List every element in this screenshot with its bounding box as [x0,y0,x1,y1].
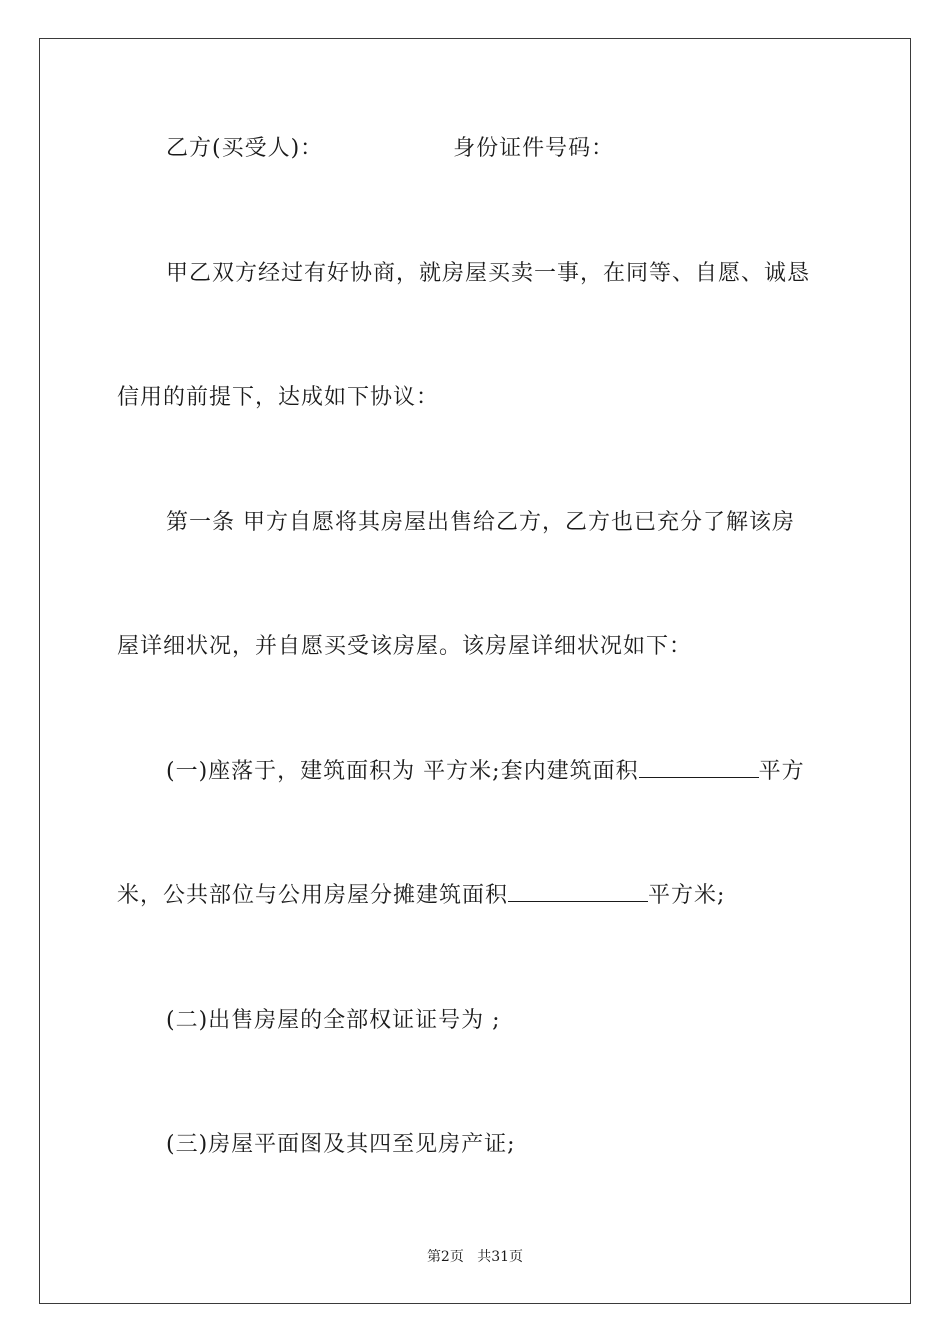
item-one-line-1 [166,757,805,787]
page-number: 第2页 [426,1249,464,1265]
shared-area-text: 米，公共部位与公用房屋分摊建筑面积 [117,883,509,908]
id-number-label: 身份证件号码： [453,136,615,161]
item-one-text: (一)座落于，建筑面积为 平方米;套内建筑面积 [166,759,639,784]
paragraph-intro-line-2: 信用的前提下，达成如下协议： [117,385,440,410]
page-frame [39,38,911,1304]
item-one-unit: 平方 [758,759,805,784]
article-one-line-2: 屋详细状况，并自愿买受该房屋。该房屋详细状况如下： [117,634,693,659]
item-two-line: (二)出售房屋的全部权证证号为 ; [166,1008,501,1033]
shared-area-blank [508,881,648,902]
total-pages: 共31页 [477,1249,524,1265]
item-three-line: (三)房屋平面图及其四至见房产证; [166,1132,516,1157]
paragraph-intro-line-1: 甲乙双方经过有好协商，就房屋买卖一事，在同等、自愿、诚恳 [166,261,811,286]
item-one-line-2 [117,881,725,911]
inner-area-blank [639,757,759,778]
shared-area-unit: 平方米; [648,883,726,908]
buyer-line [166,134,614,164]
page-footer [0,1247,950,1267]
buyer-label: 乙方(买受人)： [166,136,324,161]
article-one-line-1: 第一条 甲方自愿将其房屋出售给乙方，乙方也已充分了解该房 [166,510,795,535]
